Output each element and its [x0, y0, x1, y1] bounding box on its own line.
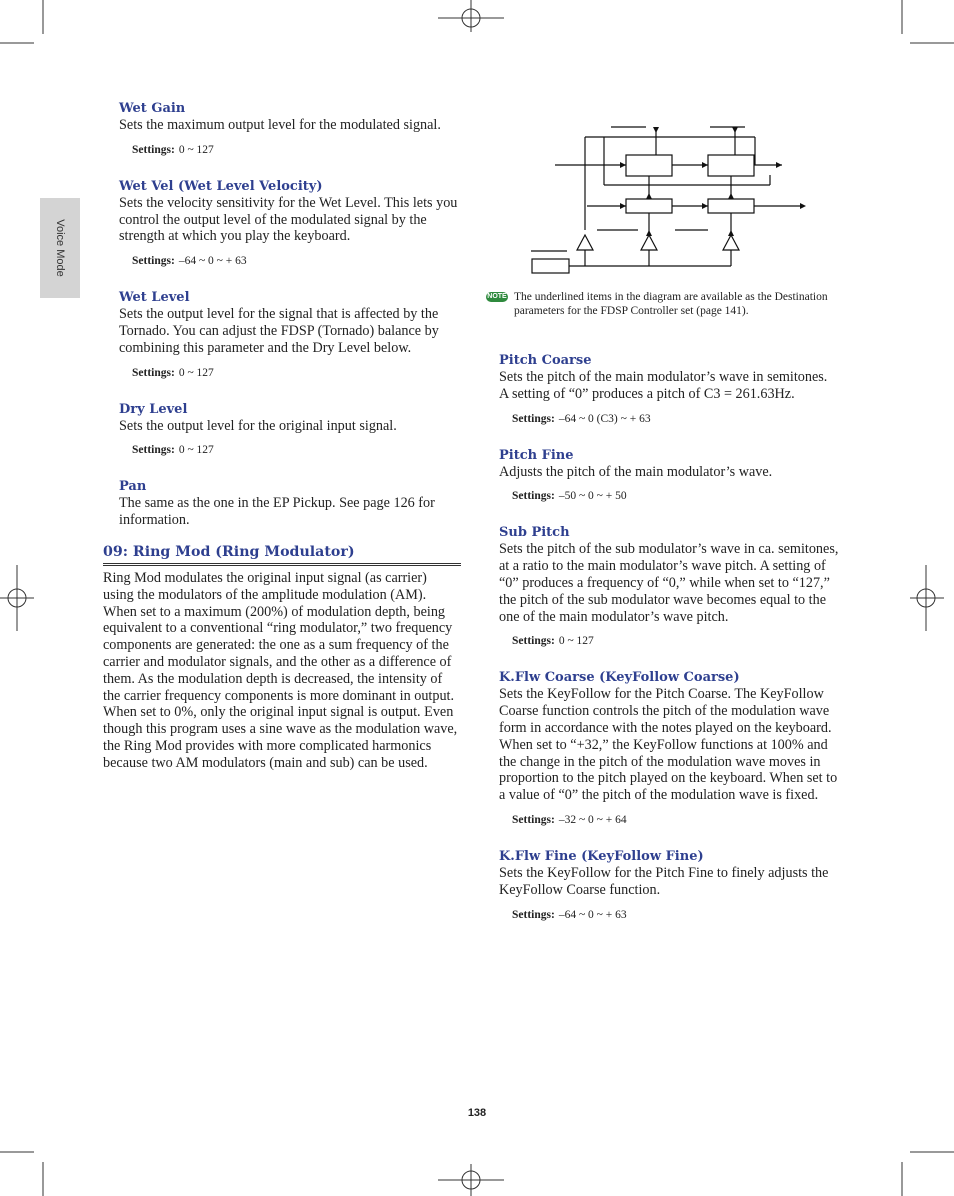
param-description: Sets the pitch of the main modulator’s wave in semitones. A setting of “0” produces a pitch of C3 = 261.63Hz.	[499, 369, 828, 402]
side-tab-label: Voice Mode	[54, 219, 66, 277]
ring-mod-block-diagram	[531, 127, 800, 273]
note-text: The underlined items in the diagram are available as the Destination parameters for the FDSP Controller set (page 141).	[514, 291, 828, 317]
param-heading: Wet Level	[119, 290, 190, 306]
settings-label: Settings:	[512, 490, 555, 503]
settings-value: –64 ~ 0 ~ + 63	[558, 908, 627, 921]
param-settings	[512, 909, 839, 925]
param-wet-level	[103, 289, 461, 400]
section-body: Ring Mod modulates the original input signal (as carrier) using the modulators of the amplitude modulation (AM). When set to a maximum (200%) of modulation depth, being equivalent to a conventional “ring modulator,” two frequency components are generated: the one as a sum frequency of the carrier and modulator signals, and the other as a difference of them. As the modulation depth is decreased, the intensity of the carrier frequency components is more dominant in output. When set to 0%, only the original input signal is output. Even though this program uses a sine wave as the modulation wave, the Ring Mod provides with more complicated harmonics because two AM modulators (main and sub) can be used.	[103, 569, 458, 771]
settings-value: –64 ~ 0 ~ + 63	[178, 255, 247, 268]
param-settings	[132, 255, 461, 271]
param-description: Sets the output level for the original input signal.	[119, 417, 397, 434]
settings-label: Settings:	[512, 813, 555, 826]
settings-value: –50 ~ 0 ~ + 50	[558, 490, 627, 503]
param-kflw-fine	[499, 848, 839, 925]
param-heading: K.Flw Fine (KeyFollow Fine)	[499, 848, 704, 864]
param-settings	[512, 814, 839, 830]
param-settings	[512, 413, 839, 429]
param-pitch-fine	[499, 447, 839, 525]
param-description: Sets the pitch of the sub modulator’s wave in ca. semitones, at a ratio to the main modulator’s wave pitch. A setting of “0” produces a frequency of “0,” while when set to “127,” the pitch of the sub modulator wave becomes equal to the one of the main modulator’s wave pitch.	[499, 541, 839, 625]
param-kflw-coarse	[499, 669, 839, 848]
param-sub-pitch	[499, 524, 839, 669]
param-description: Sets the maximum output level for the modulated signal.	[119, 117, 441, 133]
param-heading: Sub Pitch	[499, 525, 570, 541]
right-column	[499, 352, 839, 925]
left-column	[103, 100, 461, 772]
settings-label: Settings:	[512, 635, 555, 648]
param-heading: Pan	[119, 479, 147, 495]
settings-value: –32 ~ 0 ~ + 64	[558, 813, 627, 826]
note-icon: NOTE	[487, 293, 507, 300]
settings-label: Settings:	[512, 412, 555, 425]
param-description: Sets the KeyFollow for the Pitch Fine to finely adjusts the KeyFollow Coarse function.	[499, 864, 829, 898]
diagram-arrowheads	[620, 127, 806, 236]
param-description: Sets the KeyFollow for the Pitch Coarse. The KeyFollow Coarse function controls the pitch of the modulation wave form in accordance with the notes played on the keyboard. When set to “+32,” the KeyFollow functions at 100% and the change in the pitch of the modulation wave moves in proportion to the pitch played on the keyboard. When set to a value of “0” the pitch of the modulation wave is fixed.	[499, 686, 838, 804]
param-settings	[512, 490, 839, 506]
param-settings	[132, 444, 461, 460]
param-heading: Wet Gain	[119, 101, 186, 116]
settings-label: Settings:	[132, 143, 175, 156]
param-description: The same as the one in the EP Pickup. See page 126 for information.	[119, 495, 435, 529]
param-description: Sets the velocity sensitivity for the Wet Level. This lets you control the output level of the modulated signal by the strength at which you play the keyboard.	[119, 194, 458, 245]
side-tab	[40, 198, 80, 298]
settings-value: 0 ~ 127	[178, 366, 214, 379]
settings-value: 0 ~ 127	[178, 444, 214, 457]
settings-value: –64 ~ 0 (C3) ~ + 63	[558, 412, 651, 425]
param-settings	[132, 144, 461, 160]
param-heading: K.Flw Coarse (KeyFollow Coarse)	[499, 670, 740, 686]
section-title: 09: Ring Mod (Ring Modulator)	[103, 543, 461, 564]
param-heading: Wet Vel (Wet Level Velocity)	[119, 178, 323, 194]
param-settings	[512, 635, 839, 651]
settings-value: 0 ~ 127	[178, 143, 214, 156]
param-heading: Pitch Fine	[499, 447, 574, 463]
param-settings	[132, 367, 461, 383]
param-pitch-coarse	[499, 352, 839, 447]
settings-label: Settings:	[132, 255, 175, 268]
param-pan	[103, 478, 461, 529]
param-description: Sets the output level for the signal that is affected by the Tornado. You can adjust the FDSP (Tornado) balance by combining this parameter and the Dry Level below.	[119, 306, 439, 356]
settings-label: Settings:	[512, 908, 555, 921]
param-heading: Dry Level	[119, 401, 188, 417]
param-wet-gain	[103, 100, 461, 178]
settings-value: 0 ~ 127	[558, 635, 594, 648]
settings-label: Settings:	[132, 366, 175, 379]
param-description: Adjusts the pitch of the main modulator’s wave.	[499, 463, 773, 480]
param-heading: Pitch Coarse	[499, 353, 592, 368]
note	[486, 290, 836, 318]
settings-label: Settings:	[132, 444, 175, 457]
page-number: 138	[467, 1107, 487, 1119]
param-dry-level	[103, 401, 461, 479]
param-wet-vel	[103, 178, 461, 289]
